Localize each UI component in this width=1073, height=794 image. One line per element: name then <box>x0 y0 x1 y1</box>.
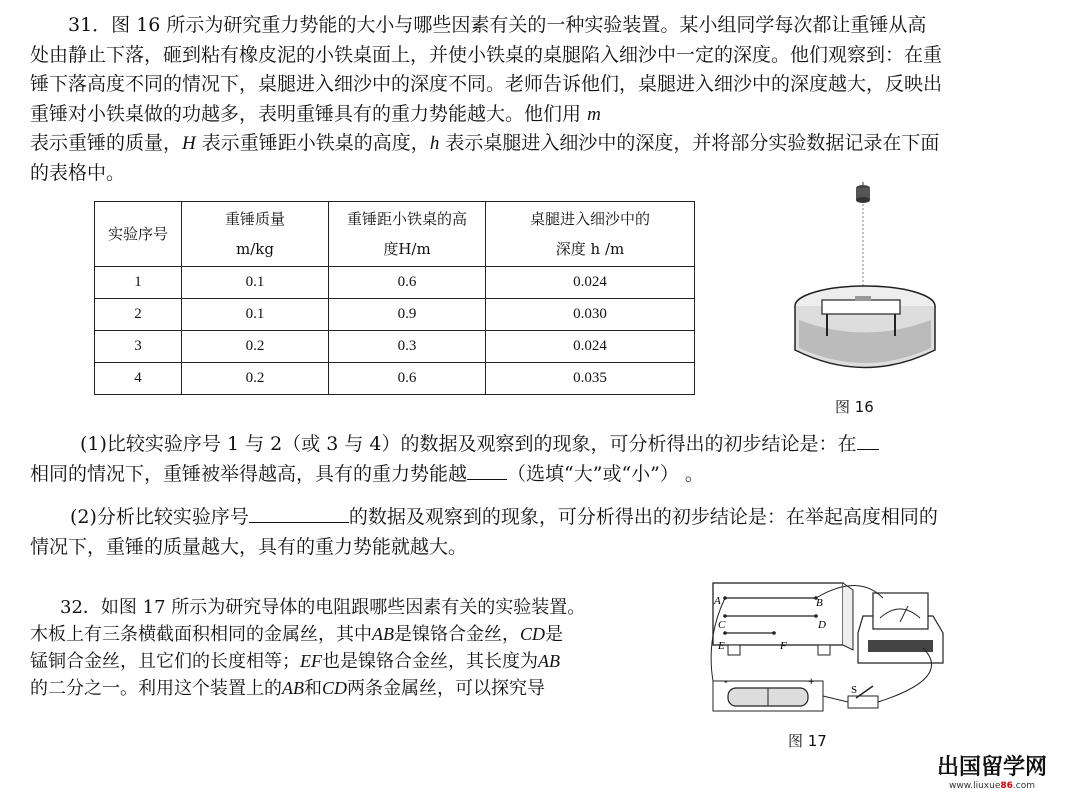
watermark-url: www.liuxue86.com <box>948 781 1035 791</box>
q31-part2-b: 的数据及观察到的现象，可分析得出的初步结论是：在举起高度相同的情况下，重锤的质量越大，具有的重力势能就越大。 <box>30 506 938 558</box>
cell: 0.024 <box>486 267 695 299</box>
label-D: D <box>818 619 826 631</box>
q31-part1 <box>30 430 945 489</box>
q31-t1: 表示重锤的质量， <box>30 132 183 154</box>
var-h: h <box>429 133 440 154</box>
answer-blank-3[interactable] <box>249 504 349 523</box>
table-row <box>95 331 695 363</box>
cell: 0.035 <box>486 363 695 395</box>
q31-part1-a: (1)比较实验序号 1 与 2（或 3 与 4）的数据及观察到的现象，可分析得出的初步结论是：在 <box>80 433 857 455</box>
q31-intro <box>30 11 945 188</box>
label-S: S <box>851 684 858 696</box>
cell: 0.1 <box>182 267 329 299</box>
label-minus: - <box>724 676 728 688</box>
table-row <box>95 299 695 331</box>
header-index: 实验序号 <box>95 202 182 267</box>
var-H: H <box>182 133 196 154</box>
q31-part1-c: （选填“大”或“小”） 。 <box>507 462 704 485</box>
label-F: F <box>780 640 787 652</box>
watermark-title: 出国留学网 <box>936 755 1047 780</box>
header-depth: 桌腿进入细沙中的 深度 h /m <box>486 202 695 267</box>
site-watermark-logo <box>937 756 1047 792</box>
cell: 0.030 <box>486 299 695 331</box>
q31-part2-a: (2)分析比较实验序号 <box>70 506 249 528</box>
header-height: 重锤距小铁桌的高 度H/m <box>329 202 486 267</box>
q31-part1-b: 相同的情况下，重锤被举得越高，具有的重力势能越 <box>30 462 468 485</box>
experiment-table <box>94 201 695 395</box>
cell: 0.2 <box>182 363 329 395</box>
q32-line2: 木板上有三条横截面积相同的金属丝，其中AB是镍铬合金丝，CD是 <box>30 624 564 645</box>
header-mass: 重锤质量 m/kg <box>182 202 329 267</box>
q32-line4: 的二分之一。利用这个装置上的AB和CD两条金属丝，可以探究导 <box>30 678 546 699</box>
table-row <box>95 267 695 299</box>
label-A: A <box>714 595 721 607</box>
answer-blank-2[interactable] <box>467 461 507 480</box>
label-plus: + <box>808 676 815 688</box>
q32-text <box>30 594 710 702</box>
cell: 0.6 <box>329 363 486 395</box>
cell: 2 <box>95 299 182 331</box>
q32-line1: 32．如图 17 所示为研究导体的电阻跟哪些因素有关的实验装置。 <box>60 597 586 618</box>
q31-t3: 表示桌腿进入细沙中的深度，并将部分实验数据记录在下面的表格中。 <box>30 132 940 184</box>
figure-16-apparatus <box>785 180 950 392</box>
cell: 0.9 <box>329 299 486 331</box>
q31-intro-text: 31．图 16 所示为研究重力势能的大小与哪些因素有关的一种实验装置。某小组同学每次都让重锤从高处由静止下落，砸到粘有橡皮泥的小铁桌面上，并使小铁桌的桌腿陷入细沙中一定的深度。他们观察到：在重锤下落高度不同的情况下，桌腿进入细沙中的深度不同。老师告诉他们，桌腿进入细沙中的深度越大，反映出重锤对小铁桌做的功越多，表明重锤具有的重力势能越大。他们用 <box>30 14 943 125</box>
figure-17-caption: 图 17 <box>788 732 827 750</box>
label-E: E <box>718 640 725 652</box>
cell: 0.6 <box>329 267 486 299</box>
cell: 0.3 <box>329 331 486 363</box>
cell: 0.1 <box>182 299 329 331</box>
table-row <box>95 363 695 395</box>
label-C: C <box>718 619 726 631</box>
figure-16-caption: 图 16 <box>835 398 874 416</box>
q31-part2 <box>30 503 945 562</box>
var-m: m <box>587 103 601 125</box>
label-B: B <box>816 597 823 609</box>
cell: 0.2 <box>182 331 329 363</box>
q32-line3: 锰铜合金丝，且它们的长度相等；EF也是镍铬合金丝，其长度为AB <box>30 651 560 672</box>
cell: 3 <box>95 331 182 363</box>
answer-blank-1[interactable] <box>857 431 879 450</box>
table-header-row <box>95 202 695 267</box>
cell: 0.024 <box>486 331 695 363</box>
figure-17-circuit <box>708 578 958 723</box>
cell: 4 <box>95 363 182 395</box>
q31-t2: 表示重锤距小铁桌的高度， <box>201 132 430 154</box>
cell: 1 <box>95 267 182 299</box>
